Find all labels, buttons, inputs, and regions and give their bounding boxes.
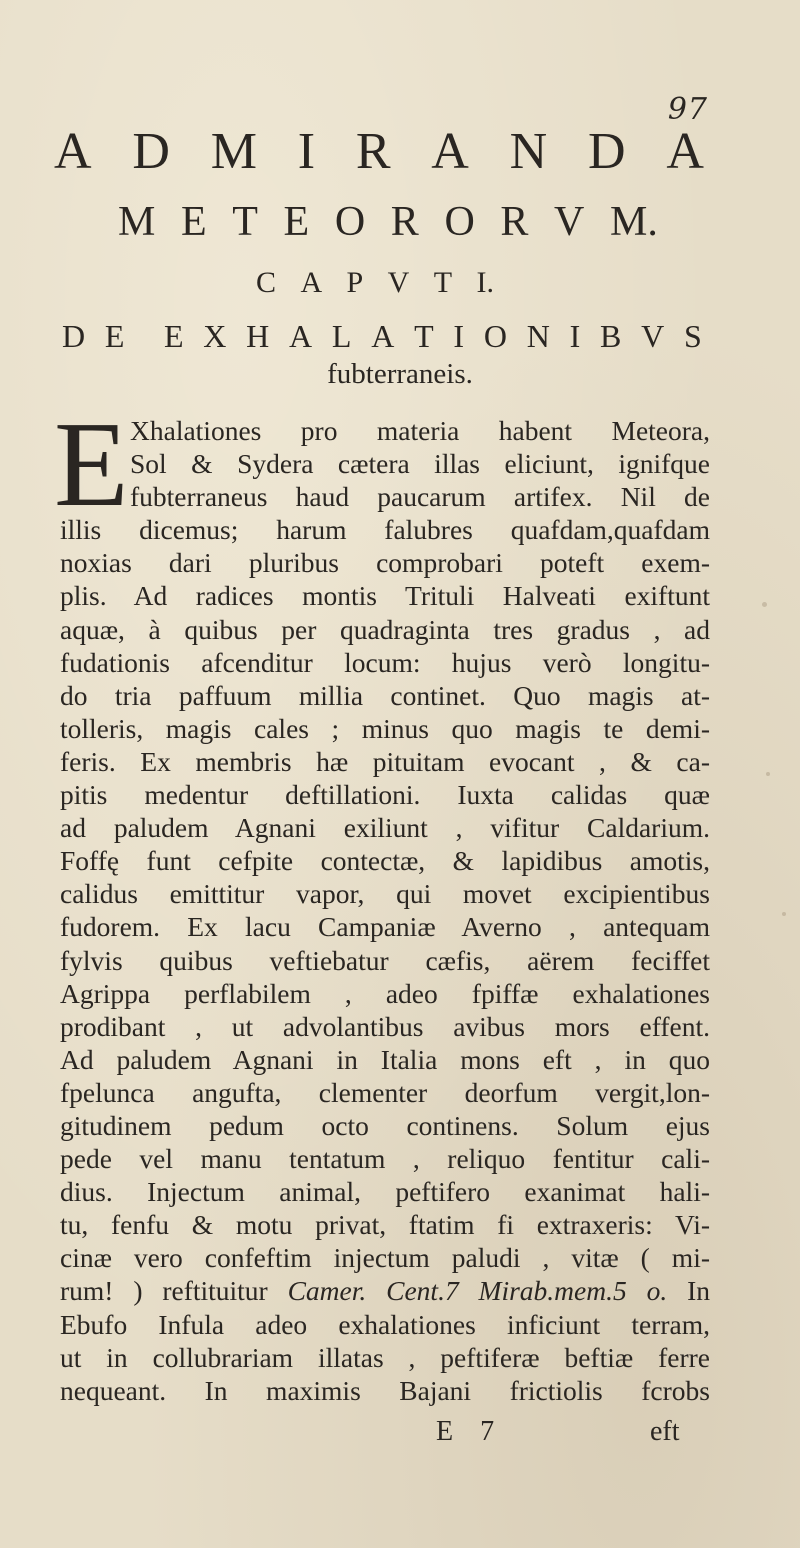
text-line: Agrippa perflabilem , adeo fpiffæ exhalationes — [60, 977, 710, 1009]
text-line: fpelunca angufta, clementer deorfum vergit,lon- — [60, 1076, 710, 1108]
paper-spot — [782, 912, 786, 916]
text-line: fudationis afcenditur locum: hujus verò longitu- — [60, 646, 710, 678]
text-line: pitis medentur deftillationi. Iuxta calidas quæ — [60, 779, 710, 811]
text-line: tolleris, magis cales ; minus quo magis te demi- — [60, 712, 710, 744]
text-line: ad paludem Agnani exiliunt , vifitur Caldarium. — [60, 812, 710, 844]
chapter-title — [62, 318, 702, 355]
title-letter: N — [509, 123, 548, 180]
text-line: Xhalationes pro materia habent Meteora, — [130, 415, 710, 446]
chapter-letter: D — [62, 318, 86, 354]
text-line: nequeant. In maximis Bajani frictiolis fcrobs — [60, 1374, 710, 1406]
text-line: cinæ vero confeftim injectum paludi , vitæ ( mi- — [60, 1242, 710, 1274]
chapter-letter: T — [414, 318, 434, 354]
title-letter: M — [210, 123, 257, 180]
text-line: noxias dari pluribus comprobari poteft exem- — [60, 547, 710, 579]
chapter-letter: E — [163, 318, 184, 354]
chapter-letter: O — [483, 318, 507, 354]
text-line: fudorem. Ex lacu Campaniæ Averno , antequam — [60, 911, 710, 943]
text-line: calidus emittitur vapor, qui movet excipientibus — [60, 878, 710, 910]
chapter-letter: A — [289, 318, 313, 354]
page-footer — [0, 1416, 800, 1456]
caput-letter: P — [346, 266, 364, 299]
text-line: illis dicemus; harum falubres quafdam,quafdam — [60, 514, 710, 546]
subtitle-letter: M. — [610, 199, 658, 245]
chapter-letter: I — [569, 318, 581, 354]
text-line: Sol & Sydera cætera illas eliciunt, ignifque — [130, 448, 710, 480]
subtitle-letter: O — [334, 199, 366, 245]
subtitle-letter: R — [500, 199, 529, 245]
text-line: dius. Injectum animal, peftifero exanimat hali- — [60, 1176, 710, 1208]
chapter-letter: S — [683, 318, 702, 354]
text-line: do tria paffuum millia continet. Quo magis at- — [60, 679, 710, 711]
chapter-letter: A — [371, 318, 395, 354]
text-line: aquæ, à quibus per quadraginta tres gradus , ad — [60, 613, 710, 645]
text-line-with-citation — [60, 1274, 710, 1307]
text-line: Ad paludem Agnani in Italia mons eft , in quo — [60, 1043, 710, 1075]
page-number: 97 — [667, 92, 708, 127]
subtitle-letter: R — [390, 199, 419, 245]
book-title — [54, 122, 704, 181]
title-letter: R — [355, 123, 391, 180]
chapter-letter: H — [246, 318, 270, 354]
body-text — [60, 414, 710, 1407]
caput-letter: T — [433, 266, 453, 299]
paper-spot — [762, 602, 767, 607]
chapter-subtitle: fubterraneis. — [327, 358, 473, 390]
subtitle-letter: E — [283, 199, 310, 245]
text-line: tu, fenfu & motu privat, ftatim fi extraxeris: Vi- — [60, 1209, 710, 1241]
text-line: feris. Ex membris hæ pituitam evocant , & ca- — [60, 745, 710, 777]
subtitle-letter: V — [554, 199, 585, 245]
chapter-letter: E — [104, 318, 125, 354]
drop-cap: E — [54, 397, 129, 532]
text-line: plis. Ad radices montis Trituli Halveati exiftunt — [60, 580, 710, 612]
caput-letter: V — [387, 266, 410, 299]
subtitle-letter: E — [180, 199, 207, 245]
text-line: prodibant , ut advolantibus avibus mors effent. — [60, 1010, 710, 1042]
text-line: Foffę funt cefpite contectæ, & lapidibus amotis, — [60, 845, 710, 877]
title-letter: I — [297, 123, 316, 180]
paper-spot — [766, 772, 770, 776]
text-line: gitudinem pedum octo continens. Solum ejus — [60, 1109, 710, 1141]
title-letter: A — [666, 123, 704, 180]
title-letter: A — [431, 123, 469, 180]
text-fragment: In — [687, 1275, 710, 1307]
text-line: Ebufo Infula adeo exhalationes inficiunt terram, — [60, 1308, 710, 1340]
title-letter: D — [132, 123, 170, 180]
book-subtitle — [118, 198, 658, 246]
subtitle-letter: O — [444, 199, 475, 245]
chapter-letter: I — [453, 318, 465, 354]
caput-letter: A — [300, 266, 323, 299]
citation: Camer. Cent.7 Mirab.mem.5 o. — [287, 1275, 668, 1307]
caput-letter: C — [256, 266, 277, 299]
catchword: eft — [650, 1416, 680, 1447]
chapter-number — [256, 266, 494, 300]
chapter-letter: V — [641, 318, 665, 354]
text-line: fylvis quibus veftiebatur cæfis, aërem feciffet — [60, 944, 710, 976]
text-line: ut in collubrariam illatas , peftiferæ beftiæ ferre — [60, 1341, 710, 1373]
chapter-letter: X — [203, 318, 227, 354]
chapter-letter: B — [599, 318, 622, 354]
text-fragment: rum! ) reftituitur — [60, 1275, 268, 1307]
text-line: pede vel manu tentatum , reliquo fentitur cali- — [60, 1143, 710, 1175]
title-letter: D — [587, 123, 626, 180]
subtitle-letter: T — [232, 199, 258, 245]
signature-mark: E 7 — [436, 1416, 505, 1447]
text-line: fubterraneus haud paucarum artifex. Nil de — [130, 481, 710, 513]
chapter-letter: N — [526, 318, 550, 354]
subtitle-letter: M — [118, 199, 156, 245]
chapter-letter: L — [331, 318, 352, 354]
title-letter: A — [54, 123, 92, 180]
caput-letter: I. — [476, 266, 494, 299]
